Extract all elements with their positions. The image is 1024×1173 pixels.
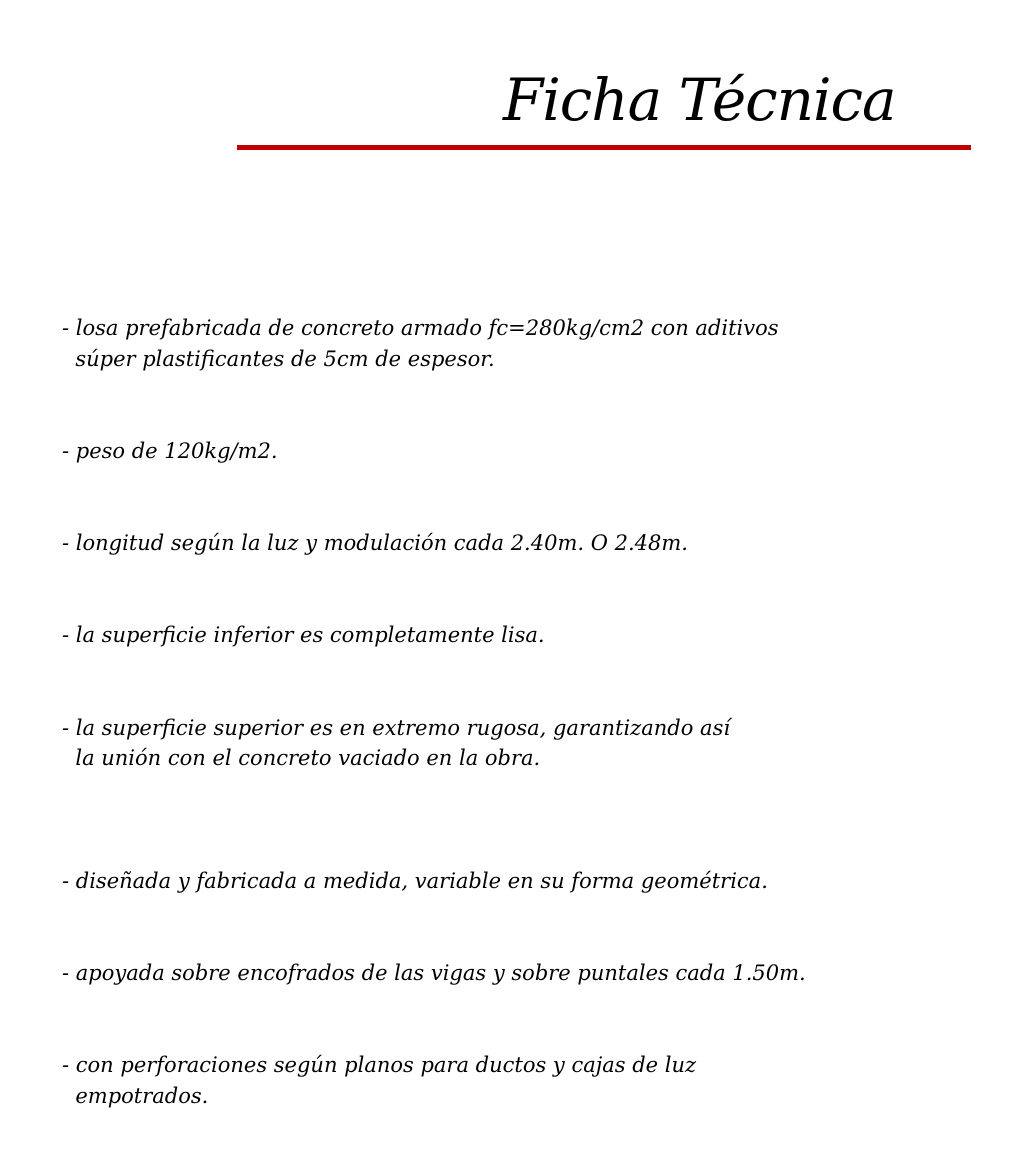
spec-item-bottom-surface: - la superficie inferior es completamente lisa. [62, 623, 545, 648]
title-underline-rule [237, 145, 971, 150]
spec-list [62, 252, 806, 1173]
spec-item-support: - apoyada sobre encofrados de las vigas y sobre puntales cada 1.50m. [62, 961, 806, 986]
slide-title: Ficha Técnica [503, 66, 896, 134]
spec-item-weight: - peso de 120kg/m2. [62, 439, 278, 464]
spec-item-perforations: - con perforaciones según planos para ductos y cajas de luz empotrados. [62, 1053, 697, 1108]
spec-item-custom-design: - diseñada y fabricada a medida, variable en su forma geométrica. [62, 869, 768, 894]
spec-item-length: - longitud según la luz y modulación cada 2.40m. O 2.48m. [62, 531, 688, 556]
spec-item-material: - losa prefabricada de concreto armado fc=280kg/cm2 con aditivos súper plastificantes de 5cm de espesor. [62, 316, 779, 372]
spec-item-top-surface: - la superficie superior es en extremo rugosa, garantizando así la unión con el concreto vaciado en la obra. [62, 715, 731, 771]
